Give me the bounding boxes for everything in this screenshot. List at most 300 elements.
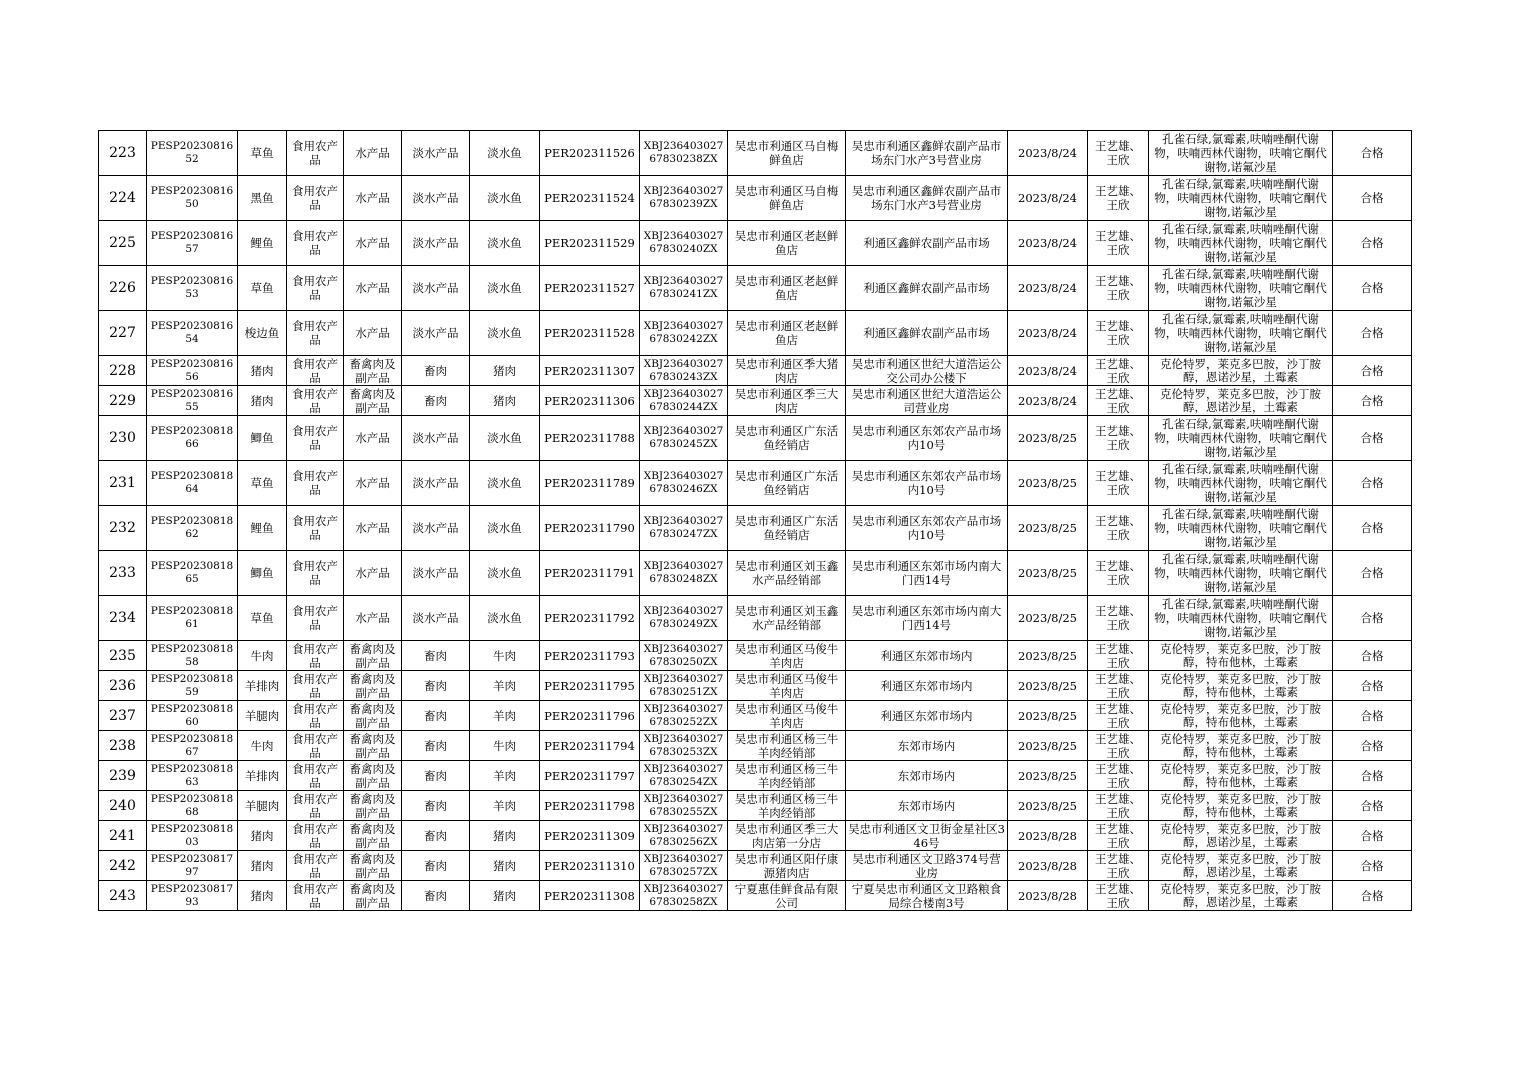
category-level-4-cell: 猪肉 — [470, 881, 540, 911]
row-number-cell: 238 — [99, 731, 147, 761]
table-row — [99, 641, 1412, 671]
category-level-4-cell: 淡水鱼 — [470, 131, 540, 176]
report-number-cell: PER202311528 — [540, 311, 640, 356]
sample-name-cell: 鲫鱼 — [238, 416, 287, 461]
category-level-3-cell: 畜肉 — [402, 821, 470, 851]
test-result-cell: 合格 — [1333, 311, 1412, 356]
table-row — [99, 356, 1412, 386]
seller-address-cell: 吴忠市利通区东郊农产品市场内10号 — [846, 416, 1008, 461]
category-level-4-cell: 猪肉 — [470, 386, 540, 416]
category-level-2-cell: 水产品 — [344, 176, 402, 221]
sampling-date-cell: 2023/8/24 — [1008, 356, 1088, 386]
test-result-cell: 合格 — [1333, 266, 1412, 311]
test-items-cell: 孔雀石绿,氯霉素,呋喃唑酮代谢物，呋喃西林代谢物，呋喃它酮代谢物,诺氟沙星 — [1149, 176, 1333, 221]
sampling-date-cell: 2023/8/28 — [1008, 881, 1088, 911]
category-level-1-cell: 食用农产品 — [287, 821, 344, 851]
seller-name-cell: 吴忠市利通区马自梅鲜鱼店 — [728, 176, 846, 221]
category-level-2-cell: 水产品 — [344, 266, 402, 311]
sample-code-cell: PESP20230818 60 — [147, 701, 238, 731]
report-number-cell: PER202311798 — [540, 791, 640, 821]
batch-number-cell: XBJ236403027 67830251ZX — [640, 671, 728, 701]
sampler-names-cell: 王艺雄、王欣 — [1088, 641, 1149, 671]
batch-number-cell: XBJ236403027 67830239ZX — [640, 176, 728, 221]
category-level-2-cell: 畜禽肉及副产品 — [344, 791, 402, 821]
category-level-4-cell: 猪肉 — [470, 821, 540, 851]
category-level-3-cell: 畜肉 — [402, 641, 470, 671]
category-level-3-cell: 畜肉 — [402, 791, 470, 821]
report-number-cell: PER202311794 — [540, 731, 640, 761]
sampler-names-cell: 王艺雄、王欣 — [1088, 386, 1149, 416]
sample-code-cell: PESP20230816 53 — [147, 266, 238, 311]
test-items-cell: 孔雀石绿,氯霉素,呋喃唑酮代谢物，呋喃西林代谢物，呋喃它酮代谢物,诺氟沙星 — [1149, 506, 1333, 551]
row-number-cell: 232 — [99, 506, 147, 551]
seller-address-cell: 宁夏吴忠市利通区文卫路粮食局综合楼南3号 — [846, 881, 1008, 911]
report-number-cell: PER202311797 — [540, 761, 640, 791]
batch-number-cell: XBJ236403027 67830246ZX — [640, 461, 728, 506]
sampler-names-cell: 王艺雄、王欣 — [1088, 671, 1149, 701]
report-number-cell: PER202311789 — [540, 461, 640, 506]
seller-name-cell: 吴忠市利通区刘玉鑫水产品经销部 — [728, 551, 846, 596]
category-level-4-cell: 牛肉 — [470, 641, 540, 671]
category-level-3-cell: 畜肉 — [402, 851, 470, 881]
table-row — [99, 881, 1412, 911]
test-result-cell: 合格 — [1333, 671, 1412, 701]
sample-name-cell: 牛肉 — [238, 731, 287, 761]
seller-address-cell: 吴忠市利通区文卫路374号营业房 — [846, 851, 1008, 881]
category-level-1-cell: 食用农产品 — [287, 356, 344, 386]
seller-name-cell: 吴忠市利通区老赵鲜鱼店 — [728, 266, 846, 311]
sample-code-cell: PESP20230818 59 — [147, 671, 238, 701]
seller-address-cell: 吴忠市利通区东郊农产品市场内10号 — [846, 506, 1008, 551]
sample-name-cell: 梭边鱼 — [238, 311, 287, 356]
test-result-cell: 合格 — [1333, 791, 1412, 821]
sample-code-cell: PESP20230816 50 — [147, 176, 238, 221]
category-level-1-cell: 食用农产品 — [287, 596, 344, 641]
sampler-names-cell: 王艺雄、王欣 — [1088, 881, 1149, 911]
report-number-cell: PER202311790 — [540, 506, 640, 551]
test-result-cell: 合格 — [1333, 506, 1412, 551]
seller-name-cell: 吴忠市利通区老赵鲜鱼店 — [728, 221, 846, 266]
category-level-3-cell: 畜肉 — [402, 761, 470, 791]
row-number-cell: 236 — [99, 671, 147, 701]
sampling-date-cell: 2023/8/25 — [1008, 731, 1088, 761]
table-body — [99, 131, 1412, 911]
sample-code-cell: PESP20230818 64 — [147, 461, 238, 506]
table-row — [99, 176, 1412, 221]
test-result-cell: 合格 — [1333, 551, 1412, 596]
batch-number-cell: XBJ236403027 67830252ZX — [640, 701, 728, 731]
batch-number-cell: XBJ236403027 67830240ZX — [640, 221, 728, 266]
sample-code-cell: PESP20230817 93 — [147, 881, 238, 911]
batch-number-cell: XBJ236403027 67830258ZX — [640, 881, 728, 911]
batch-number-cell: XBJ236403027 67830256ZX — [640, 821, 728, 851]
category-level-4-cell: 淡水鱼 — [470, 266, 540, 311]
test-result-cell: 合格 — [1333, 851, 1412, 881]
category-level-4-cell: 羊肉 — [470, 761, 540, 791]
test-items-cell: 克伦特罗，莱克多巴胺，沙丁胺醇，特布他林，土霉素 — [1149, 731, 1333, 761]
row-number-cell: 239 — [99, 761, 147, 791]
sampler-names-cell: 王艺雄、王欣 — [1088, 176, 1149, 221]
category-level-2-cell: 水产品 — [344, 221, 402, 266]
sampling-date-cell: 2023/8/24 — [1008, 266, 1088, 311]
test-items-cell: 克伦特罗，莱克多巴胺，沙丁胺醇，恩诺沙星，土霉素 — [1149, 356, 1333, 386]
sample-name-cell: 羊排肉 — [238, 761, 287, 791]
category-level-3-cell: 淡水产品 — [402, 266, 470, 311]
row-number-cell: 234 — [99, 596, 147, 641]
category-level-3-cell: 畜肉 — [402, 731, 470, 761]
category-level-1-cell: 食用农产品 — [287, 761, 344, 791]
report-number-cell: PER202311793 — [540, 641, 640, 671]
report-number-cell: PER202311795 — [540, 671, 640, 701]
category-level-4-cell: 羊肉 — [470, 791, 540, 821]
seller-address-cell: 吴忠市利通区东郊市场内南大门西14号 — [846, 551, 1008, 596]
category-level-4-cell: 淡水鱼 — [470, 506, 540, 551]
table-row — [99, 851, 1412, 881]
sampler-names-cell: 王艺雄、王欣 — [1088, 596, 1149, 641]
test-result-cell: 合格 — [1333, 821, 1412, 851]
category-level-1-cell: 食用农产品 — [287, 731, 344, 761]
category-level-2-cell: 水产品 — [344, 551, 402, 596]
batch-number-cell: XBJ236403027 67830245ZX — [640, 416, 728, 461]
category-level-1-cell: 食用农产品 — [287, 506, 344, 551]
category-level-2-cell: 畜禽肉及副产品 — [344, 881, 402, 911]
row-number-cell: 230 — [99, 416, 147, 461]
test-result-cell: 合格 — [1333, 701, 1412, 731]
sample-name-cell: 猪肉 — [238, 356, 287, 386]
test-items-cell: 孔雀石绿,氯霉素,呋喃唑酮代谢物，呋喃西林代谢物，呋喃它酮代谢物,诺氟沙星 — [1149, 266, 1333, 311]
category-level-4-cell: 淡水鱼 — [470, 551, 540, 596]
table-row — [99, 416, 1412, 461]
category-level-4-cell: 羊肉 — [470, 671, 540, 701]
category-level-2-cell: 水产品 — [344, 416, 402, 461]
test-items-cell: 孔雀石绿,氯霉素,呋喃唑酮代谢物，呋喃西林代谢物，呋喃它酮代谢物,诺氟沙星 — [1149, 461, 1333, 506]
test-items-cell: 克伦特罗，莱克多巴胺，沙丁胺醇，特布他林，土霉素 — [1149, 791, 1333, 821]
seller-address-cell: 东郊市场内 — [846, 791, 1008, 821]
table-row — [99, 761, 1412, 791]
test-result-cell: 合格 — [1333, 731, 1412, 761]
sample-name-cell: 猪肉 — [238, 386, 287, 416]
sample-code-cell: PESP20230818 62 — [147, 506, 238, 551]
seller-address-cell: 利通区鑫鲜农副产品市场 — [846, 221, 1008, 266]
sampler-names-cell: 王艺雄、王欣 — [1088, 701, 1149, 731]
sampler-names-cell: 王艺雄、王欣 — [1088, 551, 1149, 596]
sampler-names-cell: 王艺雄、王欣 — [1088, 356, 1149, 386]
category-level-3-cell: 淡水产品 — [402, 506, 470, 551]
sample-name-cell: 鲤鱼 — [238, 221, 287, 266]
sampler-names-cell: 王艺雄、王欣 — [1088, 851, 1149, 881]
sample-name-cell: 鲤鱼 — [238, 506, 287, 551]
report-number-cell: PER202311307 — [540, 356, 640, 386]
row-number-cell: 229 — [99, 386, 147, 416]
category-level-3-cell: 淡水产品 — [402, 596, 470, 641]
sampling-date-cell: 2023/8/24 — [1008, 386, 1088, 416]
test-items-cell: 孔雀石绿,氯霉素,呋喃唑酮代谢物，呋喃西林代谢物，呋喃它酮代谢物,诺氟沙星 — [1149, 221, 1333, 266]
category-level-1-cell: 食用农产品 — [287, 641, 344, 671]
batch-number-cell: XBJ236403027 67830244ZX — [640, 386, 728, 416]
row-number-cell: 227 — [99, 311, 147, 356]
sampler-names-cell: 王艺雄、王欣 — [1088, 506, 1149, 551]
seller-name-cell: 吴忠市利通区老赵鲜鱼店 — [728, 311, 846, 356]
report-number-cell: PER202311309 — [540, 821, 640, 851]
sample-code-cell: PESP20230816 55 — [147, 386, 238, 416]
category-level-2-cell: 畜禽肉及副产品 — [344, 821, 402, 851]
sampling-date-cell: 2023/8/25 — [1008, 701, 1088, 731]
test-items-cell: 孔雀石绿,氯霉素,呋喃唑酮代谢物，呋喃西林代谢物，呋喃它酮代谢物,诺氟沙星 — [1149, 416, 1333, 461]
sample-code-cell: PESP20230817 97 — [147, 851, 238, 881]
category-level-2-cell: 水产品 — [344, 311, 402, 356]
sample-name-cell: 黑鱼 — [238, 176, 287, 221]
category-level-2-cell: 畜禽肉及副产品 — [344, 701, 402, 731]
category-level-3-cell: 淡水产品 — [402, 416, 470, 461]
row-number-cell: 233 — [99, 551, 147, 596]
seller-name-cell: 吴忠市利通区刘玉鑫水产品经销部 — [728, 596, 846, 641]
category-level-1-cell: 食用农产品 — [287, 881, 344, 911]
sampling-date-cell: 2023/8/25 — [1008, 461, 1088, 506]
sample-name-cell: 牛肉 — [238, 641, 287, 671]
sampling-date-cell: 2023/8/25 — [1008, 671, 1088, 701]
category-level-1-cell: 食用农产品 — [287, 266, 344, 311]
sampler-names-cell: 王艺雄、王欣 — [1088, 416, 1149, 461]
sample-name-cell: 猪肉 — [238, 881, 287, 911]
seller-address-cell: 利通区鑫鲜农副产品市场 — [846, 266, 1008, 311]
table-row — [99, 311, 1412, 356]
category-level-1-cell: 食用农产品 — [287, 671, 344, 701]
category-level-3-cell: 淡水产品 — [402, 461, 470, 506]
seller-address-cell: 吴忠市利通区世纪大道浩运公司营业房 — [846, 386, 1008, 416]
seller-name-cell: 吴忠市利通区季大猪肉店 — [728, 356, 846, 386]
sampling-date-cell: 2023/8/24 — [1008, 131, 1088, 176]
seller-address-cell: 利通区东郊市场内 — [846, 701, 1008, 731]
category-level-3-cell: 淡水产品 — [402, 221, 470, 266]
sampling-date-cell: 2023/8/24 — [1008, 311, 1088, 356]
sampler-names-cell: 王艺雄、王欣 — [1088, 311, 1149, 356]
row-number-cell: 223 — [99, 131, 147, 176]
batch-number-cell: XBJ236403027 67830238ZX — [640, 131, 728, 176]
report-number-cell: PER202311527 — [540, 266, 640, 311]
table-row — [99, 821, 1412, 851]
sampling-date-cell: 2023/8/25 — [1008, 641, 1088, 671]
category-level-3-cell: 畜肉 — [402, 386, 470, 416]
sample-code-cell: PESP20230818 58 — [147, 641, 238, 671]
test-result-cell: 合格 — [1333, 416, 1412, 461]
batch-number-cell: XBJ236403027 67830241ZX — [640, 266, 728, 311]
sampling-date-cell: 2023/8/25 — [1008, 761, 1088, 791]
sampling-date-cell: 2023/8/25 — [1008, 551, 1088, 596]
seller-address-cell: 利通区东郊市场内 — [846, 641, 1008, 671]
sampler-names-cell: 王艺雄、王欣 — [1088, 821, 1149, 851]
test-items-cell: 克伦特罗，莱克多巴胺，沙丁胺醇，恩诺沙星，土霉素 — [1149, 881, 1333, 911]
category-level-1-cell: 食用农产品 — [287, 701, 344, 731]
seller-address-cell: 吴忠市利通区鑫鲜农副产品市场东门水产3号营业房 — [846, 176, 1008, 221]
sample-code-cell: PESP20230818 66 — [147, 416, 238, 461]
test-items-cell: 克伦特罗，莱克多巴胺，沙丁胺醇，恩诺沙星，土霉素 — [1149, 386, 1333, 416]
report-number-cell: PER202311308 — [540, 881, 640, 911]
table-row — [99, 386, 1412, 416]
sample-name-cell: 草鱼 — [238, 461, 287, 506]
batch-number-cell: XBJ236403027 67830250ZX — [640, 641, 728, 671]
row-number-cell: 242 — [99, 851, 147, 881]
row-number-cell: 240 — [99, 791, 147, 821]
row-number-cell: 225 — [99, 221, 147, 266]
sampler-names-cell: 王艺雄、王欣 — [1088, 791, 1149, 821]
category-level-1-cell: 食用农产品 — [287, 551, 344, 596]
sample-name-cell: 猪肉 — [238, 851, 287, 881]
seller-address-cell: 东郊市场内 — [846, 761, 1008, 791]
sample-code-cell: PESP20230818 03 — [147, 821, 238, 851]
sampling-date-cell: 2023/8/24 — [1008, 221, 1088, 266]
sampler-names-cell: 王艺雄、王欣 — [1088, 266, 1149, 311]
sample-name-cell: 草鱼 — [238, 596, 287, 641]
report-number-cell: PER202311788 — [540, 416, 640, 461]
sampling-date-cell: 2023/8/24 — [1008, 176, 1088, 221]
seller-name-cell: 吴忠市利通区马俊牛羊肉店 — [728, 641, 846, 671]
sampling-date-cell: 2023/8/25 — [1008, 791, 1088, 821]
category-level-2-cell: 畜禽肉及副产品 — [344, 356, 402, 386]
table-row — [99, 701, 1412, 731]
category-level-4-cell: 猪肉 — [470, 356, 540, 386]
seller-address-cell: 利通区东郊市场内 — [846, 671, 1008, 701]
report-number-cell: PER202311306 — [540, 386, 640, 416]
category-level-3-cell: 淡水产品 — [402, 311, 470, 356]
batch-number-cell: XBJ236403027 67830243ZX — [640, 356, 728, 386]
seller-name-cell: 吴忠市利通区杨三牛羊肉经销部 — [728, 761, 846, 791]
table-row — [99, 131, 1412, 176]
batch-number-cell: XBJ236403027 67830242ZX — [640, 311, 728, 356]
category-level-1-cell: 食用农产品 — [287, 311, 344, 356]
category-level-2-cell: 畜禽肉及副产品 — [344, 761, 402, 791]
batch-number-cell: XBJ236403027 67830257ZX — [640, 851, 728, 881]
category-level-4-cell: 淡水鱼 — [470, 221, 540, 266]
row-number-cell: 224 — [99, 176, 147, 221]
batch-number-cell: XBJ236403027 67830253ZX — [640, 731, 728, 761]
seller-name-cell: 吴忠市利通区广东活鱼经销店 — [728, 506, 846, 551]
row-number-cell: 237 — [99, 701, 147, 731]
test-items-cell: 孔雀石绿,氯霉素,呋喃唑酮代谢物，呋喃西林代谢物，呋喃它酮代谢物,诺氟沙星 — [1149, 311, 1333, 356]
sample-name-cell: 羊腿肉 — [238, 791, 287, 821]
seller-address-cell: 吴忠市利通区东郊农产品市场内10号 — [846, 461, 1008, 506]
category-level-3-cell: 淡水产品 — [402, 176, 470, 221]
category-level-1-cell: 食用农产品 — [287, 386, 344, 416]
table-row — [99, 266, 1412, 311]
category-level-3-cell: 淡水产品 — [402, 131, 470, 176]
seller-address-cell: 吴忠市利通区鑫鲜农副产品市场东门水产3号营业房 — [846, 131, 1008, 176]
seller-name-cell: 吴忠市利通区马俊牛羊肉店 — [728, 701, 846, 731]
category-level-4-cell: 羊肉 — [470, 701, 540, 731]
table-row — [99, 221, 1412, 266]
category-level-1-cell: 食用农产品 — [287, 416, 344, 461]
category-level-3-cell: 畜肉 — [402, 701, 470, 731]
sample-name-cell: 草鱼 — [238, 131, 287, 176]
table-row — [99, 551, 1412, 596]
row-number-cell: 226 — [99, 266, 147, 311]
category-level-2-cell: 畜禽肉及副产品 — [344, 386, 402, 416]
sample-code-cell: PESP20230816 56 — [147, 356, 238, 386]
category-level-2-cell: 畜禽肉及副产品 — [344, 671, 402, 701]
seller-name-cell: 吴忠市利通区杨三牛羊肉经销部 — [728, 731, 846, 761]
seller-name-cell: 吴忠市利通区广东活鱼经销店 — [728, 416, 846, 461]
report-number-cell: PER202311310 — [540, 851, 640, 881]
sample-name-cell: 羊排肉 — [238, 671, 287, 701]
batch-number-cell: XBJ236403027 67830254ZX — [640, 761, 728, 791]
seller-name-cell: 吴忠市利通区季三大肉店 — [728, 386, 846, 416]
category-level-2-cell: 畜禽肉及副产品 — [344, 851, 402, 881]
sample-name-cell: 羊腿肉 — [238, 701, 287, 731]
table-row — [99, 461, 1412, 506]
sampling-date-cell: 2023/8/28 — [1008, 851, 1088, 881]
test-items-cell: 克伦特罗，莱克多巴胺，沙丁胺醇，特布他林，土霉素 — [1149, 671, 1333, 701]
category-level-1-cell: 食用农产品 — [287, 176, 344, 221]
category-level-2-cell: 畜禽肉及副产品 — [344, 731, 402, 761]
test-result-cell: 合格 — [1333, 461, 1412, 506]
sampling-date-cell: 2023/8/25 — [1008, 506, 1088, 551]
sampler-names-cell: 王艺雄、王欣 — [1088, 461, 1149, 506]
seller-name-cell: 吴忠市利通区季三大肉店第一分店 — [728, 821, 846, 851]
category-level-4-cell: 淡水鱼 — [470, 311, 540, 356]
sample-code-cell: PESP20230816 57 — [147, 221, 238, 266]
row-number-cell: 231 — [99, 461, 147, 506]
table-row — [99, 671, 1412, 701]
category-level-1-cell: 食用农产品 — [287, 851, 344, 881]
batch-number-cell: XBJ236403027 67830249ZX — [640, 596, 728, 641]
category-level-4-cell: 牛肉 — [470, 731, 540, 761]
category-level-1-cell: 食用农产品 — [287, 131, 344, 176]
seller-name-cell: 吴忠市利通区广东活鱼经销店 — [728, 461, 846, 506]
sample-name-cell: 鲫鱼 — [238, 551, 287, 596]
seller-name-cell: 吴忠市利通区马俊牛羊肉店 — [728, 671, 846, 701]
test-result-cell: 合格 — [1333, 641, 1412, 671]
report-number-cell: PER202311524 — [540, 176, 640, 221]
row-number-cell: 241 — [99, 821, 147, 851]
row-number-cell: 243 — [99, 881, 147, 911]
test-result-cell: 合格 — [1333, 356, 1412, 386]
test-result-cell: 合格 — [1333, 386, 1412, 416]
category-level-4-cell: 淡水鱼 — [470, 416, 540, 461]
category-level-2-cell: 畜禽肉及副产品 — [344, 641, 402, 671]
category-level-4-cell: 猪肉 — [470, 851, 540, 881]
category-level-3-cell: 淡水产品 — [402, 551, 470, 596]
report-number-cell: PER202311526 — [540, 131, 640, 176]
sample-code-cell: PESP20230818 68 — [147, 791, 238, 821]
table-row — [99, 506, 1412, 551]
seller-address-cell: 吴忠市利通区东郊市场内南大门西14号 — [846, 596, 1008, 641]
test-items-cell: 克伦特罗，莱克多巴胺，沙丁胺醇，恩诺沙星，土霉素 — [1149, 851, 1333, 881]
category-level-2-cell: 水产品 — [344, 506, 402, 551]
sample-code-cell: PESP20230818 61 — [147, 596, 238, 641]
category-level-3-cell: 畜肉 — [402, 671, 470, 701]
sampler-names-cell: 王艺雄、王欣 — [1088, 731, 1149, 761]
seller-address-cell: 东郊市场内 — [846, 731, 1008, 761]
sample-name-cell: 猪肉 — [238, 821, 287, 851]
sampling-date-cell: 2023/8/25 — [1008, 596, 1088, 641]
table-row — [99, 731, 1412, 761]
seller-name-cell: 宁夏惠佳鲜食品有限公司 — [728, 881, 846, 911]
category-level-1-cell: 食用农产品 — [287, 791, 344, 821]
batch-number-cell: XBJ236403027 67830247ZX — [640, 506, 728, 551]
sample-name-cell: 草鱼 — [238, 266, 287, 311]
sample-code-cell: PESP20230818 65 — [147, 551, 238, 596]
sample-code-cell: PESP20230816 54 — [147, 311, 238, 356]
test-items-cell: 克伦特罗，莱克多巴胺，沙丁胺醇，恩诺沙星，土霉素 — [1149, 821, 1333, 851]
sample-code-cell: PESP20230818 63 — [147, 761, 238, 791]
seller-name-cell: 吴忠市利通区阳仔康源猪肉店 — [728, 851, 846, 881]
category-level-2-cell: 水产品 — [344, 131, 402, 176]
seller-address-cell: 吴忠市利通区世纪大道浩运公交公司办公楼下 — [846, 356, 1008, 386]
row-number-cell: 235 — [99, 641, 147, 671]
category-level-4-cell: 淡水鱼 — [470, 176, 540, 221]
test-result-cell: 合格 — [1333, 221, 1412, 266]
test-items-cell: 孔雀石绿,氯霉素,呋喃唑酮代谢物，呋喃西林代谢物，呋喃它酮代谢物,诺氟沙星 — [1149, 551, 1333, 596]
report-number-cell: PER202311791 — [540, 551, 640, 596]
